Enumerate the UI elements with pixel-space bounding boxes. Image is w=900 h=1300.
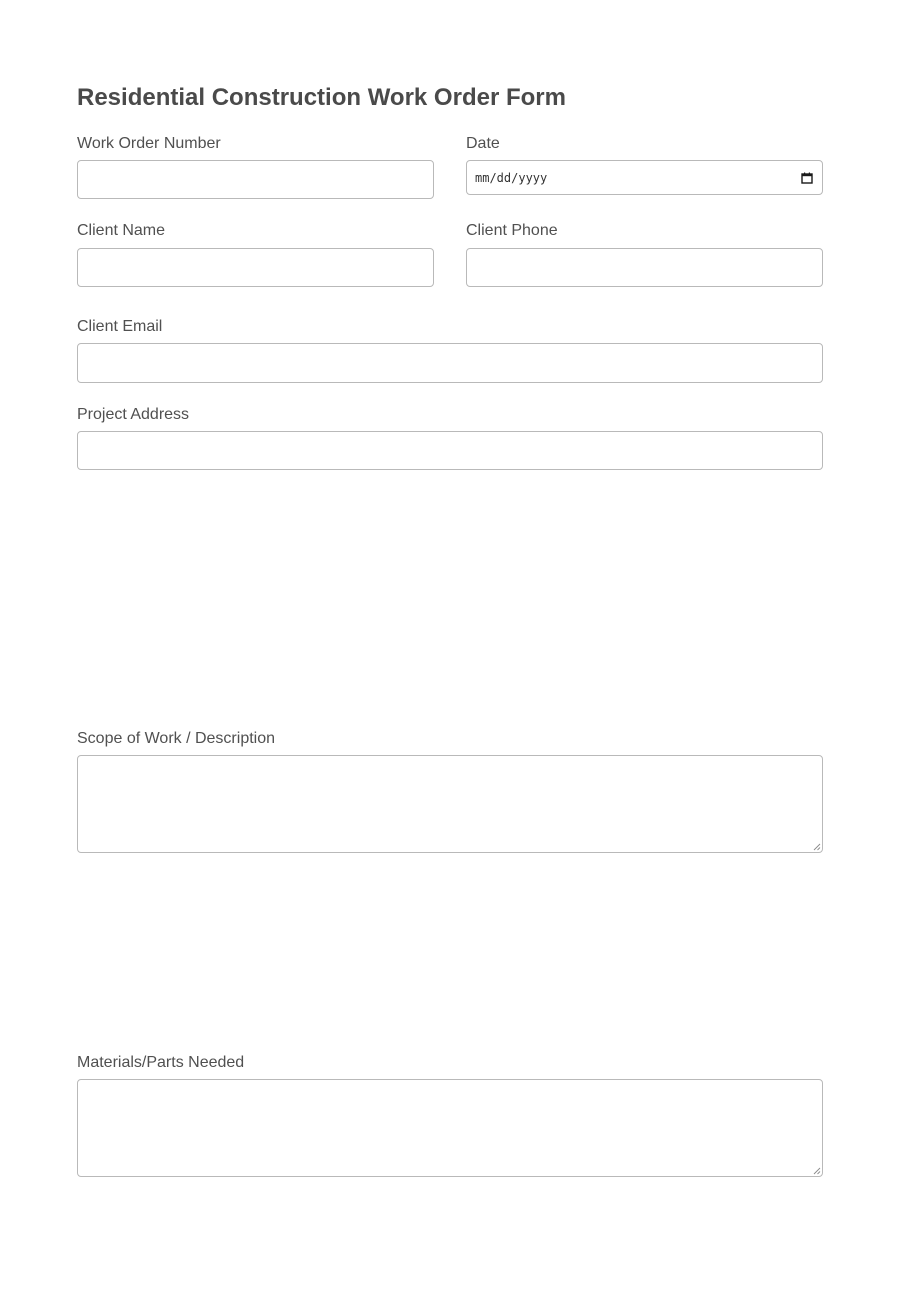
client-phone-field <box>466 222 823 287</box>
date-placeholder: mm/dd/yyyy <box>475 170 548 185</box>
project-address-input[interactable] <box>77 431 823 470</box>
project-address-label: Project Address <box>77 406 190 423</box>
calendar-icon[interactable] <box>801 172 813 184</box>
materials-needed-label: Materials/Parts Needed <box>77 1054 245 1071</box>
client-name-label: Client Name <box>77 222 166 239</box>
materials-needed-field <box>77 1054 823 1177</box>
client-email-label: Client Email <box>77 318 163 335</box>
date-label: Date <box>466 135 500 152</box>
date-field <box>466 135 823 195</box>
scope-of-work-field <box>77 730 823 853</box>
page-title: Residential Construction Work Order Form <box>77 84 566 111</box>
materials-needed-textarea[interactable] <box>77 1079 823 1177</box>
work-order-number-label: Work Order Number <box>77 135 221 152</box>
resize-handle-icon[interactable] <box>813 1167 821 1175</box>
client-phone-label: Client Phone <box>466 222 558 239</box>
client-name-input[interactable] <box>77 248 434 287</box>
work-order-number-input[interactable] <box>77 160 434 199</box>
resize-handle-icon[interactable] <box>813 843 821 851</box>
client-name-field <box>77 222 434 287</box>
project-address-field <box>77 406 823 470</box>
scope-of-work-textarea[interactable] <box>77 755 823 853</box>
date-input[interactable] <box>466 160 823 195</box>
scope-of-work-label: Scope of Work / Description <box>77 730 276 747</box>
client-phone-input[interactable] <box>466 248 823 287</box>
client-email-field <box>77 318 823 383</box>
client-email-input[interactable] <box>77 343 823 383</box>
work-order-number-field <box>77 135 434 199</box>
